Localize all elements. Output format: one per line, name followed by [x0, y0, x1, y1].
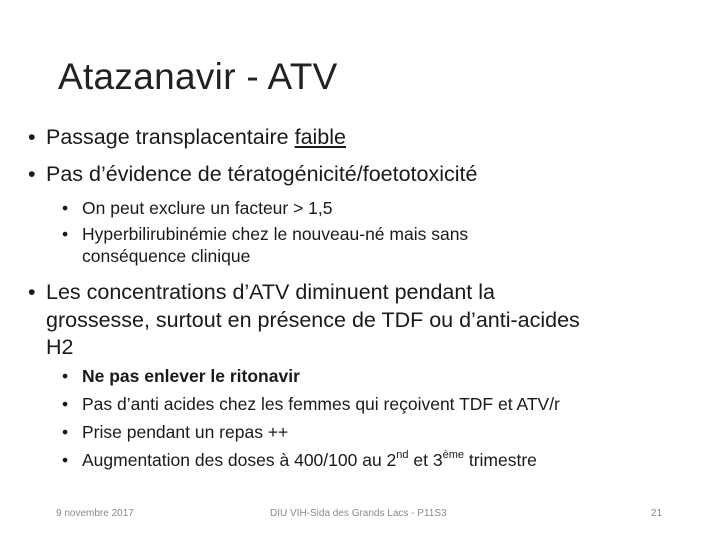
- bullet-text: Pas d’évidence de tératogénicité/foetotoxicité: [46, 162, 478, 186]
- bullet-dot: •: [62, 366, 69, 386]
- bullet-continuation: H2: [46, 335, 74, 359]
- slide-title: Atazanavir - ATV: [58, 56, 338, 97]
- bullet-teratogenicity: [28, 162, 477, 187]
- bullet-transplacental: [28, 125, 346, 150]
- superscript-nd: nd: [396, 449, 409, 461]
- bullet-dot: •: [62, 422, 69, 442]
- bullet-text: Prise pendant un repas ++: [82, 422, 289, 442]
- bullet-dot: •: [62, 394, 69, 414]
- bullet-continuation: grossesse, surtout en présence de TDF ou d’anti-acides: [46, 308, 580, 332]
- sub-bullet-factor: [62, 198, 333, 219]
- bullet-dot: •: [62, 224, 69, 244]
- bullet-text: trimestre: [463, 450, 537, 470]
- bullet-text: Augmentation des doses à 400/100 au 2: [82, 450, 397, 470]
- bullet-concentrations: [28, 280, 495, 305]
- bullet-text: Ne pas enlever le ritonavir: [82, 366, 300, 386]
- sub-bullet-continuation: conséquence clinique: [82, 246, 251, 266]
- footer-page-number: 21: [651, 508, 663, 519]
- bullet-text: Passage transplacentaire: [46, 125, 295, 149]
- bullet-text: Hyperbilirubinémie chez le nouveau-né mais sans: [82, 224, 469, 244]
- bullet-dot: •: [28, 280, 36, 304]
- bullet-dot: •: [62, 198, 69, 218]
- bullet-text: et 3: [408, 450, 443, 470]
- sub-bullet-ritonavir: [62, 366, 300, 387]
- underlined-word: faible: [294, 125, 346, 149]
- footer-date: 9 novembre 2017: [56, 508, 134, 519]
- bullet-text: Pas d’anti acides chez les femmes qui reçoivent TDF et ATV/r: [82, 394, 560, 414]
- bullet-dot: •: [28, 125, 36, 149]
- bullet-dot: •: [62, 450, 69, 470]
- sub-bullet-antacids: [62, 394, 560, 415]
- sub-bullet-dose-increase: [62, 450, 537, 471]
- sub-bullet-meal: [62, 422, 288, 443]
- bullet-text: On peut exclure un facteur > 1,5: [82, 198, 333, 218]
- superscript-eme: ème: [442, 449, 464, 461]
- bullet-text: Les concentrations d’ATV diminuent pendant la: [46, 280, 495, 304]
- sub-bullet-hyperbilirubinemia: [62, 224, 468, 245]
- bullet-dot: •: [28, 162, 36, 186]
- footer-center: DIU VIH-Sida des Grands Lacs - P11S3: [270, 508, 447, 519]
